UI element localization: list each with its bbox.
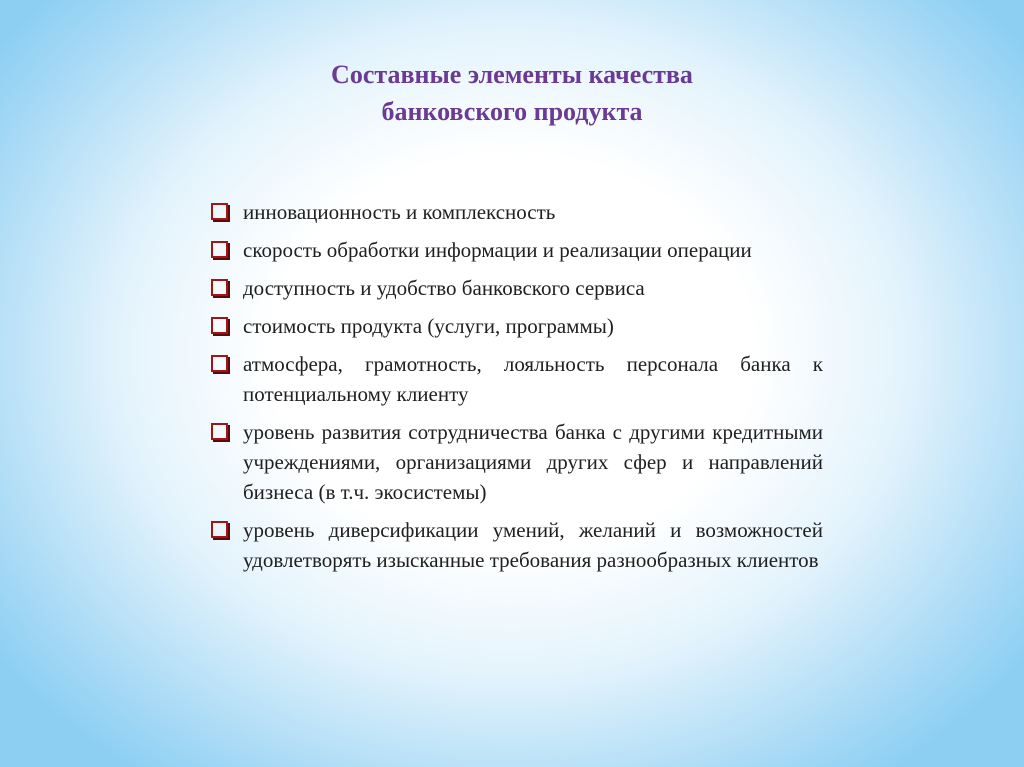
slide-title-line-1: Составные элементы качества [331,60,693,89]
square-bullet-icon [211,521,228,538]
list-item [207,273,823,303]
list-item-text: атмосфера, грамотность, лояльность персонала банка к потенциальному клиенту [243,352,823,406]
square-bullet-icon [211,279,228,296]
slide-title-line-2: банковского продукта [381,97,643,126]
square-bullet-icon [211,317,228,334]
square-bullet-icon [211,241,228,258]
square-bullet-icon [211,423,228,440]
list-item [207,515,823,575]
list-item-text: стоимость продукта (услуги, программы) [243,314,614,338]
list-item-text: доступность и удобство банковского сервиса [243,276,645,300]
list-item [207,197,823,227]
list-item [207,235,823,265]
list-item-text: скорость обработки информации и реализации операции [243,238,752,262]
list-item-text: инновационность и комплексность [243,200,556,224]
square-bullet-icon [211,355,228,372]
slide-title [212,56,812,130]
quality-elements-list [207,197,823,583]
list-item [207,417,823,507]
list-item [207,311,823,341]
list-item-text: уровень развития сотрудничества банка с другими кредитными учреждениями, организациями других сфер и направлений бизнеса (в т.ч. экосистемы) [243,420,823,504]
list-item [207,349,823,409]
list-item-text: уровень диверсификации умений, желаний и возможностей удовлетворять изысканные требования разнообразных клиентов [243,518,823,572]
square-bullet-icon [211,203,228,220]
